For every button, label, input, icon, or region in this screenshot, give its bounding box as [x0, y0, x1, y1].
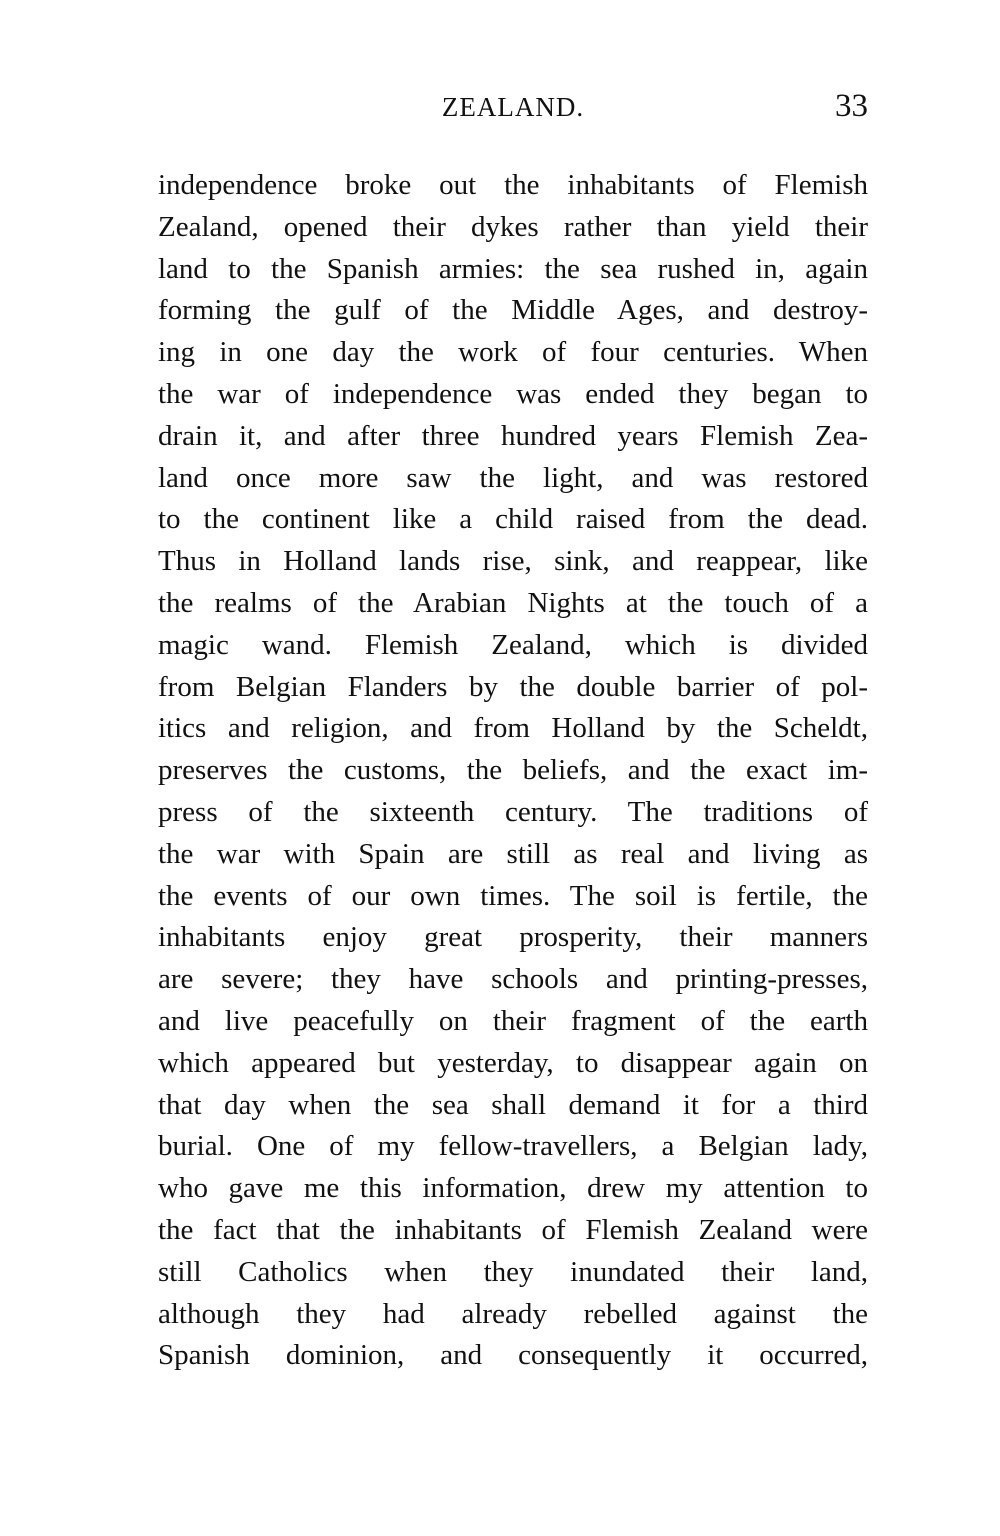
text-line: the fact that the inhabitants of Flemish Zealand were	[158, 1213, 868, 1246]
text-line: the realms of the Arabian Nights at the touch of a	[158, 586, 868, 619]
body-text	[158, 165, 868, 1377]
text-line: that day when the sea shall demand it for a third	[158, 1088, 868, 1121]
text-line: the war of independence was ended they began to	[158, 377, 868, 410]
running-title: ZEALAND.	[441, 92, 585, 122]
text-line: itics and religion, and from Holland by the Scheldt,	[158, 712, 868, 745]
text-line: press of the sixteenth century. The traditions of	[158, 795, 868, 828]
text-line: Zealand, opened their dykes rather than yield their	[158, 210, 868, 243]
text-line: forming the gulf of the Middle Ages, and destroy-	[158, 294, 868, 327]
text-line: which appeared but yesterday, to disappear again on	[158, 1046, 868, 1079]
running-head	[158, 88, 868, 128]
text-line: burial. One of my fellow-travellers, a Belgian lady,	[158, 1130, 868, 1163]
text-line: Spanish dominion, and consequently it occurred,	[158, 1339, 868, 1372]
text-line: inhabitants enjoy great prosperity, their manners	[158, 921, 868, 954]
text-line: land to the Spanish armies: the sea rushed in, again	[158, 252, 868, 285]
text-line: and live peacefully on their fragment of the earth	[158, 1004, 868, 1037]
text-line: the events of our own times. The soil is fertile, the	[158, 879, 868, 912]
text-line: still Catholics when they inundated their land,	[158, 1255, 868, 1288]
text-line: from Belgian Flanders by the double barrier of pol-	[158, 670, 868, 703]
page-number: 33	[835, 88, 868, 124]
text-line: the war with Spain are still as real and living as	[158, 837, 868, 870]
text-line: ing in one day the work of four centuries. When	[158, 336, 868, 369]
text-line: although they had already rebelled against the	[158, 1297, 868, 1330]
text-line: magic wand. Flemish Zealand, which is divided	[158, 628, 868, 661]
text-line: independence broke out the inhabitants of Flemish	[158, 169, 868, 201]
text-line: to the continent like a child raised from the dead.	[158, 503, 868, 536]
text-line: land once more saw the light, and was restored	[158, 461, 868, 494]
text-line: drain it, and after three hundred years Flemish Zea-	[158, 419, 868, 452]
text-line: Thus in Holland lands rise, sink, and reappear, like	[158, 545, 868, 578]
text-line: preserves the customs, the beliefs, and the exact im-	[158, 754, 868, 787]
text-line: who gave me this information, drew my attention to	[158, 1172, 868, 1205]
text-line: are severe; they have schools and printing-presses,	[158, 963, 868, 996]
